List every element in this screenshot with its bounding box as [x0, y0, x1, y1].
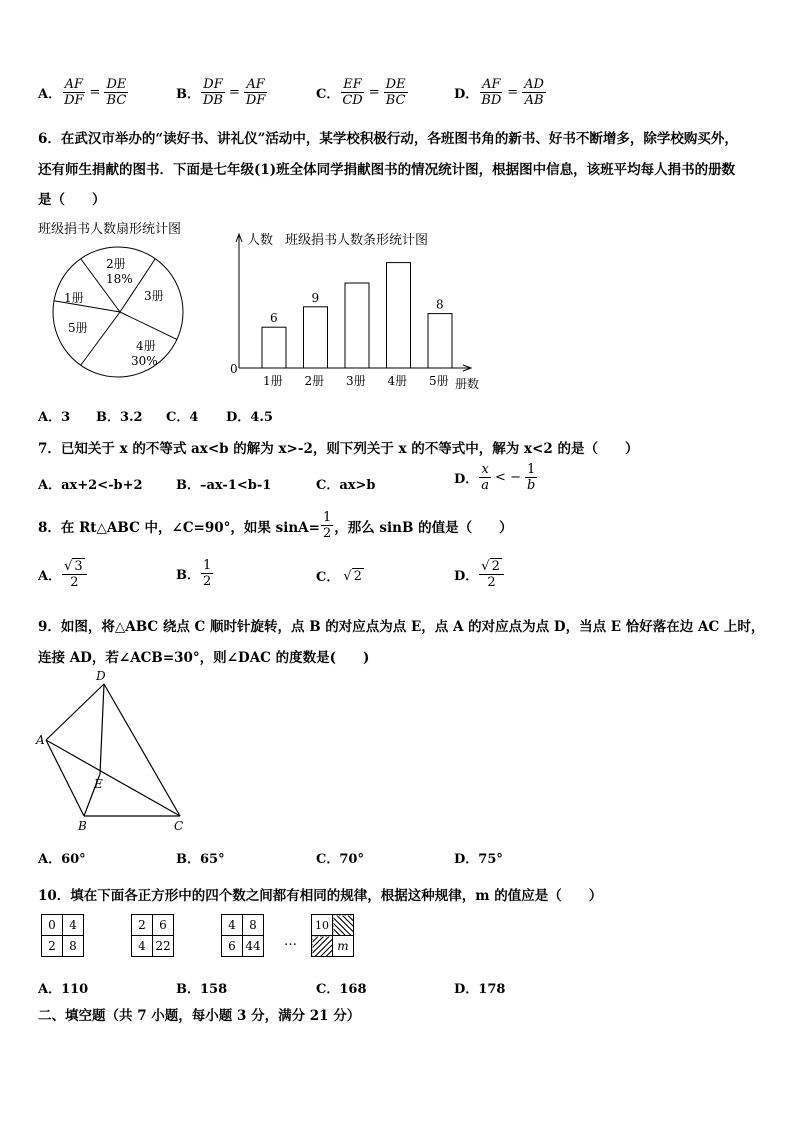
q10-cell: 4	[222, 915, 243, 936]
q5-right-num: AF	[246, 77, 265, 92]
q8-b-label: B．	[176, 568, 200, 583]
q10-last-tl: 10	[312, 915, 333, 936]
q8-b-num: 1	[203, 558, 212, 573]
q10-square-1	[41, 914, 84, 957]
q9-option-a: A．60°	[38, 852, 86, 867]
q5-right-num: AD	[524, 77, 544, 92]
q8-a-radicand: 3	[74, 559, 83, 574]
q10-cell: 4	[132, 936, 153, 957]
bar-value-label: 9	[311, 290, 320, 305]
q10-cell: 6	[153, 915, 174, 936]
q7-d-right-num: 1	[526, 462, 536, 477]
q9-option-c: C．70°	[316, 852, 364, 867]
equals-sign: =	[507, 85, 519, 100]
q10-cell: 8	[63, 936, 84, 957]
q8-stem	[38, 510, 513, 541]
x-tick-label: 5册	[429, 374, 449, 388]
pie-slice-label: 5册	[68, 321, 88, 335]
pie-slice-label: 2册	[106, 257, 126, 271]
q8-c-label: C．	[316, 570, 340, 585]
q5-option-label: B．	[176, 87, 200, 102]
q6-option-c: C．4	[166, 410, 199, 425]
q8-stem-den: 2	[322, 526, 332, 541]
q10-cell: 6	[222, 936, 243, 957]
q5-option-label: C．	[316, 87, 340, 102]
q5-right-den: BC	[106, 93, 127, 108]
q10-ellipsis: …	[284, 934, 297, 949]
q7-option-d	[454, 462, 538, 493]
q10-last-square	[311, 914, 354, 957]
q5-left-num: DF	[203, 77, 223, 92]
q5-option-b	[176, 77, 268, 108]
q5-left-num: AF	[482, 77, 501, 92]
q7-option-b: B．–ax-1<b-1	[176, 478, 272, 493]
bar-chart-title: 班级捐书人数条形统计图	[285, 233, 429, 248]
q10-hatched-cell	[333, 915, 354, 936]
q9-stem-line1: 9．如图，将△ABC 绕点 C 顺时针旋转，点 B 的对应点为点 E，点 A 的对应点为点 D，当点 E 恰好落在边 AC 上时，	[38, 619, 765, 635]
q6-option-d: D．4.5	[226, 410, 273, 425]
equals-sign: =	[228, 85, 240, 100]
q10-square-3	[221, 914, 264, 957]
q10-m-cell: m	[333, 936, 354, 957]
q6-option-b: B．3.2	[96, 410, 143, 425]
segment-ad	[46, 684, 104, 740]
bar-value-label: 6	[270, 311, 278, 326]
q5-right-den: AB	[524, 93, 544, 108]
q7-stem: 7．已知关于 x 的不等式 ax<b 的解为 x>-2，则下列关于 x 的不等式中，解为 x<2 的是（ ）	[38, 441, 639, 457]
q5-left-num: EF	[343, 77, 362, 92]
q6-option-a: A．3	[38, 410, 71, 425]
pie-chart	[40, 240, 200, 390]
q8-a-den: 2	[70, 575, 79, 590]
q9-geometry-figure	[34, 666, 194, 836]
equals-sign: =	[368, 85, 380, 100]
q6-stem-line3: 是（ ）	[38, 192, 106, 208]
bar-chart	[225, 228, 495, 398]
point-b-label: B	[78, 819, 87, 833]
point-a-label: A	[36, 733, 45, 747]
q10-cell: 44	[243, 936, 264, 957]
q7-option-d-label: D．	[454, 472, 479, 487]
q7-d-mid: < −	[495, 470, 521, 485]
q5-option-label: D．	[454, 87, 479, 102]
q5-left-num: AF	[64, 77, 84, 92]
q10-square-2	[131, 914, 174, 957]
q5-left-den: CD	[342, 93, 363, 108]
q8-option-d: D． $\frac{√ 2}{2}$	[454, 558, 505, 590]
pie-slice-label: 1册	[64, 291, 84, 305]
q5-right-den: DF	[245, 93, 266, 108]
q9-option-d: D．75°	[454, 852, 503, 867]
x-tick-label: 2册	[304, 374, 325, 388]
q5-option-a	[38, 77, 129, 108]
q5-left-den: BD	[481, 93, 502, 108]
q10-option-d: D．178	[454, 982, 506, 997]
q10-option-a: A．110	[38, 982, 89, 997]
q5-option-label: A．	[38, 87, 62, 102]
q8-b-den: 2	[203, 574, 212, 589]
q10-cell: 2	[132, 915, 153, 936]
q5-right-den: BC	[385, 93, 406, 108]
q8-stem-a: 8．在 Rt△ABC 中，∠C=90°，如果 sinA=	[38, 519, 320, 536]
bar-4	[387, 263, 411, 368]
q10-cell: 8	[243, 915, 264, 936]
q5-left-den: DF	[64, 93, 84, 108]
q5-option-d	[454, 77, 547, 108]
q10-cell: 0	[42, 915, 63, 936]
q5-option-c	[316, 77, 409, 108]
q8-d-radicand: 2	[491, 559, 500, 574]
x-axis-label: 册数	[455, 377, 480, 391]
q8-stem-num: 1	[322, 510, 332, 525]
segment-de	[100, 684, 104, 774]
x-tick-label: 3册	[346, 374, 366, 388]
q7-option-a: A．ax+2<-b+2	[38, 478, 143, 493]
segment-dc	[104, 684, 180, 816]
q5-left-den: DB	[203, 93, 223, 108]
q5-right-num: DE	[106, 77, 127, 92]
q10-cell: 2	[42, 936, 63, 957]
q8-stem-b: ，那么 sinB 的值是（ ）	[334, 519, 513, 536]
q8-option-c: C． √ 2	[316, 566, 364, 585]
x-tick-label: 1册	[263, 374, 283, 388]
point-d-label: D	[96, 669, 106, 683]
q7-option-c: C．ax>b	[316, 478, 376, 493]
q10-cell: 4	[63, 915, 84, 936]
pie-slice-label: 3册	[144, 289, 164, 303]
equals-sign: =	[89, 85, 101, 100]
q5-right-num: DE	[385, 77, 406, 92]
pie-slice-percent: 18%	[106, 272, 133, 286]
q8-option-a: A． $\frac{√ 3}{2}$	[38, 558, 88, 590]
q8-option-b	[176, 558, 214, 589]
q8-d-den: 2	[487, 575, 496, 590]
segment-ac	[46, 740, 180, 816]
q6-stem-line1: 6．在武汉市举办的“读好书、讲礼仪”活动中，某学校积极行动，各班图书角的新书、好书不断增多，除学校购买外，	[38, 131, 738, 147]
q7-d-left-den: a	[481, 478, 490, 493]
q7-d-left-num: x	[481, 462, 489, 477]
origin-label: 0	[230, 362, 238, 376]
bar-value-label: 8	[436, 297, 444, 312]
pie-slice-label: 4册	[136, 339, 156, 353]
y-axis-label: 人数	[247, 233, 274, 248]
q7-d-right-den: b	[526, 478, 536, 493]
q6-stem-line2: 还有师生捐献的图书．下面是七年级(1)班全体同学捐献图书的情况统计图，根据图中信息，该班平均每人捐书的册数	[38, 162, 736, 178]
bar-3	[345, 283, 369, 368]
q9-stem-line2: 连接 AD，若∠ACB=30°，则∠DAC 的度数是( )	[38, 650, 370, 666]
bar-2	[304, 307, 328, 368]
point-c-label: C	[174, 819, 184, 833]
q10-stem: 10．填在下面各正方形中的四个数之间都有相同的规律，根据这种规律，m 的值应是（ ）	[38, 888, 603, 904]
q10-cell: 22	[153, 936, 174, 957]
pie-slice-percent: 30%	[131, 354, 158, 368]
q8-a-label: A．	[38, 568, 62, 584]
q10-hatched-cell	[312, 936, 333, 957]
q8-d-label: D．	[454, 568, 479, 584]
pie-chart-title: 班级捐书人数扇形统计图	[38, 222, 182, 237]
x-tick-label: 4册	[387, 374, 408, 388]
point-e-label: E	[94, 777, 103, 791]
q9-option-b: B．65°	[176, 852, 225, 867]
q10-option-b: B．158	[176, 982, 228, 997]
q10-option-c: C．168	[316, 982, 367, 997]
section-2-heading: 二、填空题（共 7 小题，每小题 3 分，满分 21 分）	[38, 1008, 361, 1024]
bar-5	[428, 314, 452, 368]
q8-c-radicand: 2	[353, 568, 362, 584]
bar-1	[262, 327, 286, 368]
